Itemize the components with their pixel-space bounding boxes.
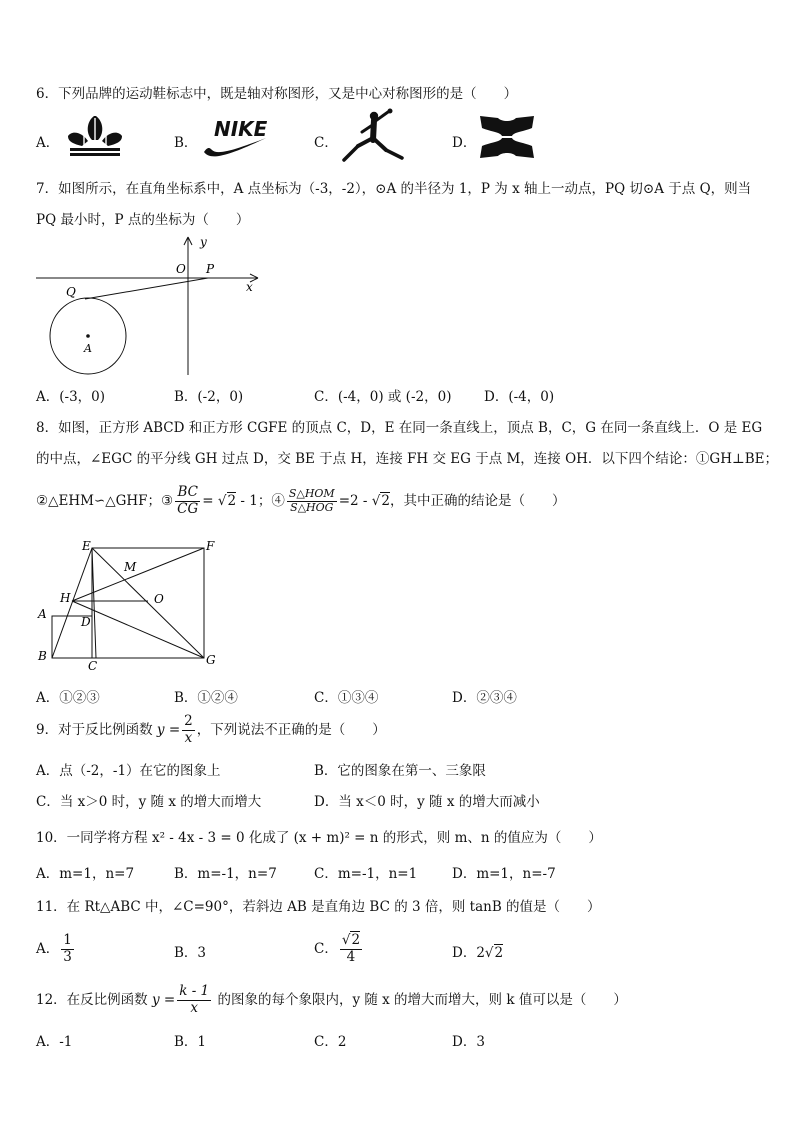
q7-figure <box>36 233 271 378</box>
q6-stem: 6．下列品牌的运动鞋标志中，既是轴对称图形，又是中心对称图形的是（ ） <box>36 86 518 102</box>
q9-option-d: D．当 x＜0 时，y 随 x 的增大而减小 <box>314 794 540 810</box>
nike-logo-text: NIKE <box>214 117 268 141</box>
q8-option-a: A．①②③ <box>36 690 100 706</box>
q11-option-a: A． $\frac{1}{3}$ <box>36 932 72 965</box>
q12-stem: 12．在反比例函数 y = $\frac{k - 1}{x}$ 的图象的每个象限内，y 随 x 的增大而增大，则 k 值可以是（ ） <box>36 983 627 1016</box>
q8-label-a: A <box>38 607 47 621</box>
q8-option-d: D．②③④ <box>452 690 517 706</box>
q7-label-y: y <box>200 235 207 249</box>
q8-option-b: B．①②④ <box>174 690 238 706</box>
q8-label-c: C <box>88 659 98 673</box>
q10-option-a: A．m=1，n=7 <box>36 866 135 882</box>
q10-option-c: C．m=-1，n=1 <box>314 866 418 882</box>
q7-label-q: Q <box>66 285 76 299</box>
q10-stem: 10．一同学将方程 x² - 4x - 3 = 0 化成了 (x + m)² = n 的形式，则 m、n 的值应为（ ） <box>36 830 602 846</box>
q8-line3-part-a: ②△EHM∽△GHF；③ <box>36 493 174 509</box>
q8-fraction-area-ratio: $\frac{\text{S△HOM}}{\text{S△HOG}}$ <box>288 487 335 514</box>
q12-option-c: C．2 <box>314 1034 347 1050</box>
q8-option-c: C．①③④ <box>314 690 379 706</box>
q10-option-b: B．m=-1，n=7 <box>174 866 277 882</box>
q9-option-b: B．它的图象在第一、三象限 <box>314 763 486 779</box>
q11-option-c: C． $\frac{√2}{4}$ <box>314 932 361 965</box>
q12-option-b: B．1 <box>174 1034 207 1050</box>
q7-label-p: P <box>206 262 215 276</box>
q8-fraction-bc-cg: $\frac{BC}{CG}$ <box>177 484 199 517</box>
q7-label-o: O <box>176 262 186 276</box>
q7-option-d: D．(-4，0) <box>484 389 555 405</box>
adidas-logo-icon <box>64 114 126 158</box>
q8-stem-line2: 的中点，∠EGC 的平分线 GH 过点 D，交 BE 于点 H，连接 FH 交 EG 于点 M，连接 OH．以下四个结论：①GH⊥BE； <box>36 451 778 467</box>
q7-label-x: x <box>246 280 253 294</box>
q7-option-b: B．(-2，0) <box>174 389 244 405</box>
q8-label-o: O <box>154 592 164 606</box>
q8-label-d: D <box>81 615 91 629</box>
q9-fraction: $\frac{2}{x}$ <box>184 713 193 746</box>
q6-option-b-label: B． <box>174 135 198 151</box>
q6-option-a-label: A． <box>36 135 60 151</box>
q8-label-e: E <box>82 539 91 553</box>
under-armour-logo-icon <box>478 114 536 160</box>
q9-stem: 9．对于反比例函数 y = $\frac{2}{x}$ ，下列说法不正确的是（ ） <box>36 713 386 746</box>
q8-label-g: G <box>206 653 216 667</box>
q7-label-a: A <box>84 342 92 355</box>
q8-label-b: B <box>38 649 47 663</box>
q7-stem-line1: 7．如图所示，在直角坐标系中，A 点坐标为（-3，-2），⊙A 的半径为 1，P 为 x 轴上一动点，PQ 切⊙A 于点 Q，则当 <box>36 181 752 197</box>
q12-option-d: D．3 <box>452 1034 485 1050</box>
q9-option-a: A．点（-2，-1）在它的图象上 <box>36 763 221 779</box>
q12-fraction: $\frac{k - 1}{x}$ <box>179 983 210 1016</box>
q8-stem-line3: ②△EHM∽△GHF；③ $\frac{BC}{CG}$ = √2 - 1；④ $\frac{\text{S△HOM}}{\text{S△HOG}}$ =2 - √2，其中正确的结论是（ ） <box>36 484 566 517</box>
q11-stem: 11．在 Rt△ABC 中，∠C=90°，若斜边 AB 是直角边 BC 的 3 倍，则 tanB 的值是（ ） <box>36 899 601 915</box>
nike-logo-icon <box>200 116 272 160</box>
q6-option-c-label: C． <box>314 135 338 151</box>
q11-option-d: D．2√2 <box>452 945 504 961</box>
q8-label-m: M <box>124 560 137 574</box>
q7-stem-line2: PQ 最小时，P 点的坐标为（ ） <box>36 212 250 228</box>
q8-label-h: H <box>60 591 71 605</box>
q7-option-c: C．(-4，0) 或 (-2，0) <box>314 389 452 405</box>
q9-option-c: C．当 x＞0 时，y 随 x 的增大而增大 <box>36 794 262 810</box>
q12-option-a: A．-1 <box>36 1034 73 1050</box>
q8-label-f: F <box>206 539 215 553</box>
q8-stem-line1: 8．如图，正方形 ABCD 和正方形 CGFE 的顶点 C，D，E 在同一条直线上，顶点 B，C，G 在同一条直线上．O 是 EG <box>36 420 763 436</box>
jumpman-logo-icon <box>340 108 410 166</box>
q11-option-b: B．3 <box>174 945 207 961</box>
q10-option-d: D．m=1，n=-7 <box>452 866 556 882</box>
q7-option-a: A．(-3，0) <box>36 389 106 405</box>
q8-figure <box>36 538 226 674</box>
q6-option-d-label: D． <box>452 135 477 151</box>
